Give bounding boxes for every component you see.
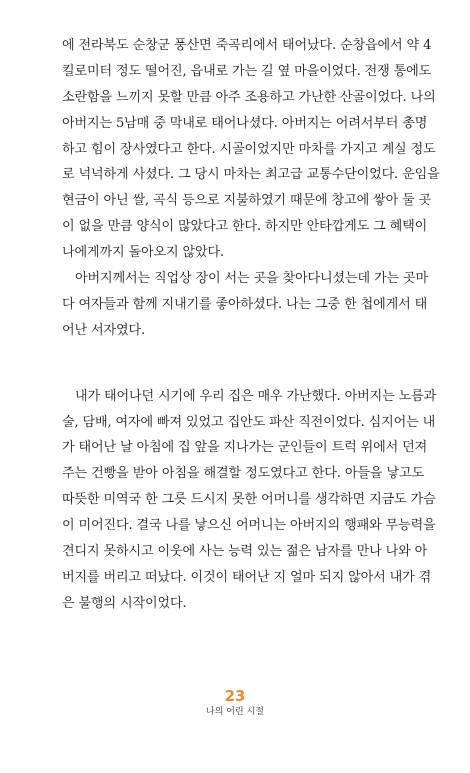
text-line: 에 전라북도 순창군 풍산면 죽곡리에서 태어났다. 순창읍에서 약 4 (62, 38, 432, 53)
text-line: 내가 태어나던 시기에 우리 집은 매우 가난했다. 아버지는 노름과 (75, 388, 437, 404)
paragraph-father-travels (62, 266, 429, 344)
text-line: 다 여자들과 함께 지내기를 좋아하셨다. 나는 그중 한 첩에게서 태 (62, 296, 428, 312)
text-line: 아버지께서는 직업상 장이 서는 곳을 찾아다니셨는데 가는 곳마 (75, 271, 429, 287)
running-title: 나의 어린 시절 (206, 707, 264, 717)
text-line: 로 넉넉하게 사셨다. 그 당시 마차는 최고급 교통수단이었다. 운임을 (62, 167, 440, 183)
text-line: 가 태어난 날 아침에 집 앞을 지나가는 군인들이 트럭 위에서 던져 (62, 440, 428, 456)
book-page-body (62, 33, 440, 617)
text-line: 어난 서자였다. (62, 322, 146, 338)
page-footer (0, 688, 470, 718)
page-number: 23 (224, 687, 246, 705)
text-line: 은 불행의 시작이었다. (62, 595, 187, 611)
paragraph-poverty (62, 384, 437, 617)
text-line: 이 없을 만큼 양식이 많았다고 한다. 하지만 안타깝게도 그 혜택이 (62, 219, 428, 235)
text-line: 버지를 버리고 떠났다. 이것이 태어난 지 얼마 되지 않아서 내가 겪 (62, 569, 432, 585)
paragraph-birthplace (62, 33, 440, 266)
text-line: 소란함을 느끼지 못할 만큼 아주 조용하고 가난한 산골이었다. 나의 (62, 89, 436, 105)
text-line: 나에게까지 돌아오지 않았다. (62, 245, 225, 261)
text-line: 하고 힘이 장사였다고 한다. 시골이었지만 마차를 가지고 계실 정도 (62, 141, 436, 157)
text-line: 따뜻한 미역국 한 그릇 드시지 못한 어머니를 생각하면 지금도 가슴 (62, 492, 436, 508)
text-line: 술, 담배, 여자에 빠져 있었고 집안도 파산 직전이었다. 심지어는 내 (62, 414, 436, 430)
text-line: 주는 건빵을 받아 아침을 해결할 정도였다고 한다. 아들을 낳고도 (62, 466, 424, 482)
text-line: 킬로미터 정도 떨어진, 읍내로 가는 길 옆 마을이었다. 전쟁 통에도 (62, 63, 432, 79)
text-line: 견디지 못하시고 이웃에 사는 능력 있는 젊은 남자를 만나 나와 아 (62, 544, 428, 560)
text-line: 이 미어진다. 결국 나를 낳으신 어머니는 아버지의 행패와 무능력을 (62, 518, 436, 534)
text-line: 아버지는 5남매 중 막내로 태어나셨다. 아버지는 어려서부터 총명 (62, 115, 428, 131)
section-break (62, 344, 424, 384)
text-line: 현금이 아닌 쌀, 곡식 등으로 지불하였기 때문에 창고에 쌓아 둘 곳 (62, 193, 432, 209)
